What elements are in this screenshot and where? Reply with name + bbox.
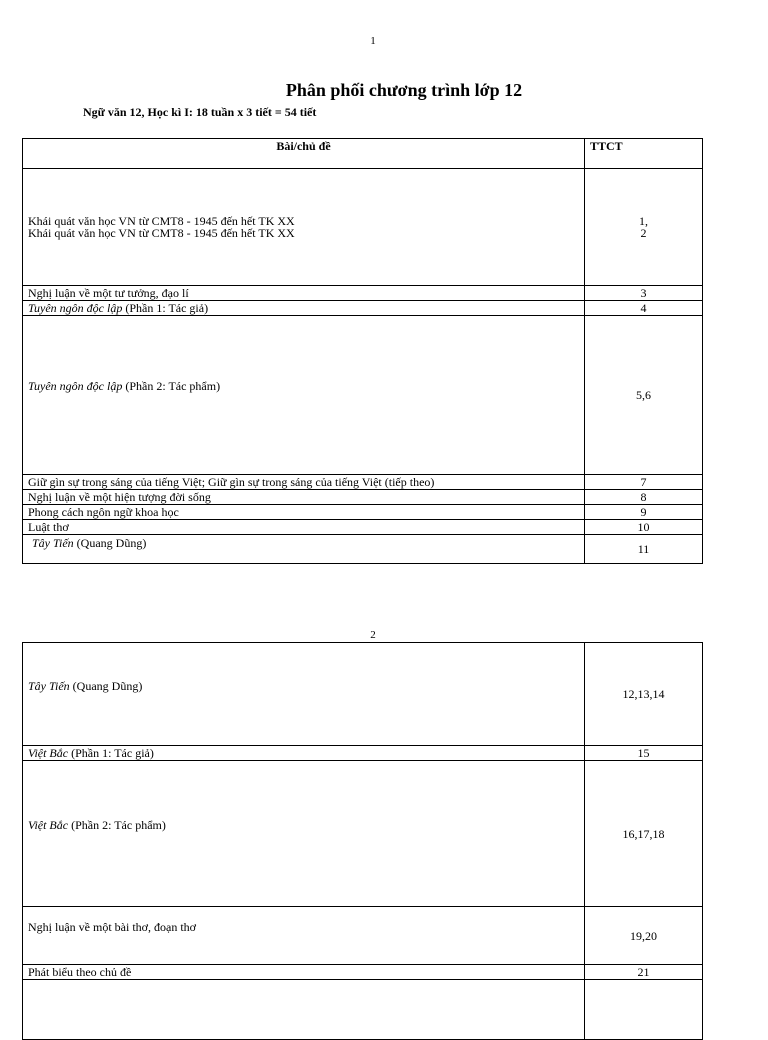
- page-title: Phân phối chương trình lớp 12: [285, 80, 523, 100]
- table-row: [23, 169, 703, 286]
- lesson-cell: [23, 761, 585, 907]
- lesson-italic: Việt Bắc: [28, 746, 69, 760]
- code-cell: [585, 980, 703, 1040]
- lesson-italic: Tuyên ngôn độc lập: [28, 379, 123, 393]
- lesson-cell: Nghị luận về một bài thơ, đoạn thơ: [23, 907, 585, 965]
- table-row: [23, 505, 703, 520]
- lesson-line: Khái quát văn học VN từ CMT8 - 1945 đến hết TK XX: [28, 226, 295, 240]
- code-cell: [585, 169, 703, 286]
- code-cell: 19,20: [585, 907, 703, 965]
- code-cell: 15: [585, 746, 703, 761]
- table-row: [23, 643, 703, 746]
- lesson-cell: Phong cách ngôn ngữ khoa học: [23, 505, 585, 520]
- page-number: 2: [370, 629, 376, 641]
- table-row: [23, 490, 703, 505]
- lesson-italic: Tây Tiến: [28, 679, 70, 693]
- lesson-cell: [23, 316, 585, 475]
- table-row: [23, 965, 703, 980]
- code-line: 1,: [639, 214, 648, 228]
- lesson-rest: (Phần 2: Tác phẩm): [68, 818, 166, 832]
- lesson-rest: (Phần 1: Tác giả): [122, 301, 209, 315]
- lesson-cell: [23, 301, 585, 316]
- code-cell: 3: [585, 286, 703, 301]
- table-row: [23, 301, 703, 316]
- curriculum-table-page-2: [22, 642, 703, 1040]
- lesson-italic: Việt Bắc: [28, 818, 69, 832]
- table-row: [23, 316, 703, 475]
- lesson-cell: [23, 643, 585, 746]
- lesson-cell: Luật thơ: [23, 520, 585, 535]
- code-cell: 9: [585, 505, 703, 520]
- table-row: [23, 907, 703, 965]
- table-row: [23, 286, 703, 301]
- code-cell: 10: [585, 520, 703, 535]
- table-row: [23, 535, 703, 564]
- lesson-line: Khái quát văn học VN từ CMT8 - 1945 đến hết TK XX: [28, 214, 295, 228]
- table-row: [23, 761, 703, 907]
- lesson-cell: [23, 535, 585, 564]
- code-cell: 8: [585, 490, 703, 505]
- lesson-italic: Tuyên ngôn độc lập: [28, 301, 123, 315]
- lesson-cell: [23, 746, 585, 761]
- table-row: [23, 746, 703, 761]
- lesson-rest: (Phần 2: Tác phẩm): [122, 379, 221, 393]
- lesson-cell: Giữ gìn sự trong sáng của tiếng Việt; Giữ gìn sự trong sáng của tiếng Việt (tiếp theo): [23, 475, 585, 490]
- lesson-rest: (Phần 1: Tác giả): [68, 746, 154, 760]
- lesson-cell: Nghị luận về một tư tưởng, đạo lí: [23, 286, 585, 301]
- code-cell: 11: [585, 535, 703, 564]
- table-header-row: [23, 139, 703, 169]
- lesson-cell: [23, 169, 585, 286]
- code-line: 2: [640, 226, 647, 240]
- table-row-empty: [23, 980, 703, 1040]
- lesson-rest: (Quang Dũng): [69, 679, 143, 693]
- code-cell: 21: [585, 965, 703, 980]
- lesson-cell: [23, 980, 585, 1040]
- code-cell: 16,17,18: [585, 761, 703, 907]
- code-cell: 12,13,14: [585, 643, 703, 746]
- code-cell: 7: [585, 475, 703, 490]
- lesson-italic: Tây Tiến: [32, 536, 74, 550]
- lesson-rest: (Quang Dũng): [73, 536, 147, 550]
- page-subtitle: Ngữ văn 12, Học kì I: 18 tuần x 3 tiết = 54 tiết: [83, 105, 317, 119]
- code-cell: 5,6: [585, 316, 703, 475]
- table-row: [23, 520, 703, 535]
- page-number: 1: [370, 35, 376, 47]
- curriculum-table-page-1: [22, 138, 703, 564]
- code-cell: 4: [585, 301, 703, 316]
- lesson-cell: Nghị luận về một hiện tượng đời sống: [23, 490, 585, 505]
- table-row: [23, 475, 703, 490]
- lesson-cell: Phát biểu theo chủ đề: [23, 965, 585, 980]
- header-code: TTCT: [585, 139, 703, 169]
- header-lesson: Bài/chủ đề: [23, 139, 585, 169]
